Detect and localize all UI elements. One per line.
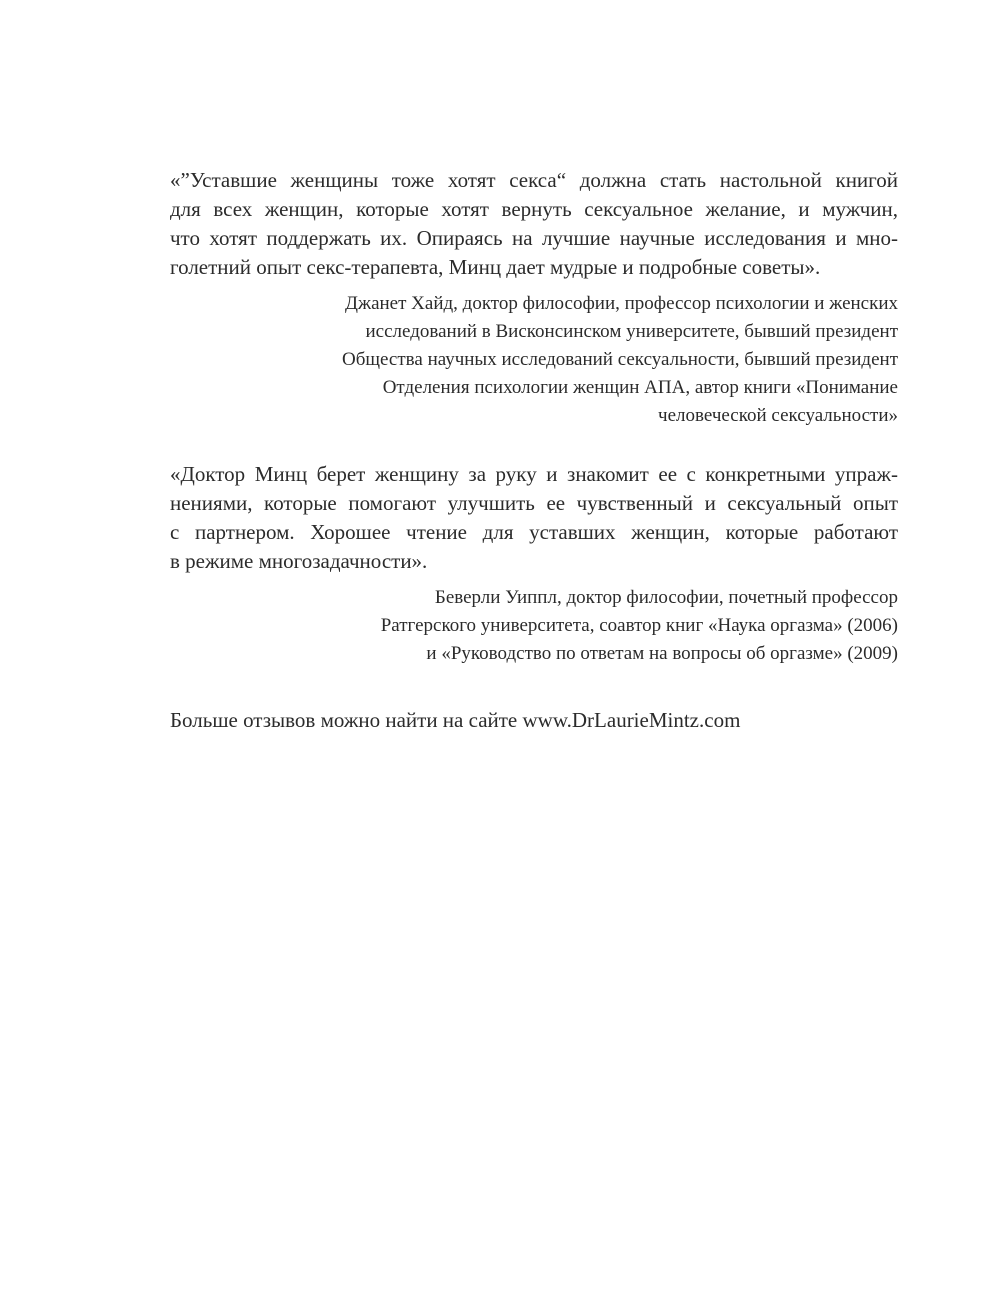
review-quote-2: [170, 460, 898, 576]
text-line: в режиме многозадачности».: [170, 549, 428, 573]
text-line: «Доктор Минц берет женщину за руку и знакомит ее с конкретными упраж-: [170, 462, 898, 486]
text-line: что хотят поддержать их. Опираясь на лучшие научные исследования и мно-: [170, 226, 898, 250]
text-line: голетний опыт секс-терапевта, Минц дает мудрые и подробные советы».: [170, 255, 821, 279]
attribution-line: Отделения психологии женщин АПА, автор книги «Понимание: [382, 377, 898, 398]
text-line: с партнером. Хорошее чтение для уставших женщин, которые работают: [170, 520, 898, 544]
attribution-line: исследований в Висконсинском университете, бывший президент: [365, 321, 898, 342]
more-reviews-text: Больше отзывов можно найти на сайте www.DrLaurieMintz.com: [170, 708, 741, 732]
attribution-line: Джанет Хайд, доктор философии, профессор психологии и женских: [344, 293, 898, 314]
attribution-line: и «Руководство по ответам на вопросы об оргазме» (2009): [426, 643, 898, 664]
review-attribution-1: [170, 290, 898, 430]
text-line: нениями, которые помогают улучшить ее чувственный и сексуальный опыт: [170, 491, 898, 515]
attribution-line: Беверли Уиппл, доктор философии, почетный профессор: [434, 587, 898, 608]
text-line: «”Уставшие женщины тоже хотят секса“ должна стать настольной книгой: [170, 168, 898, 192]
text-line: для всех женщин, которые хотят вернуть сексуальное желание, и мужчин,: [170, 197, 898, 221]
review-quote-1: [170, 166, 898, 282]
review-attribution-2: [170, 584, 898, 668]
attribution-line: Общества научных исследований сексуальности, бывший президент: [342, 349, 898, 370]
attribution-line: Ратгерского университета, соавтор книг «Наука оргазма» (2006): [380, 615, 898, 636]
attribution-line: человеческой сексуальности»: [658, 405, 898, 426]
